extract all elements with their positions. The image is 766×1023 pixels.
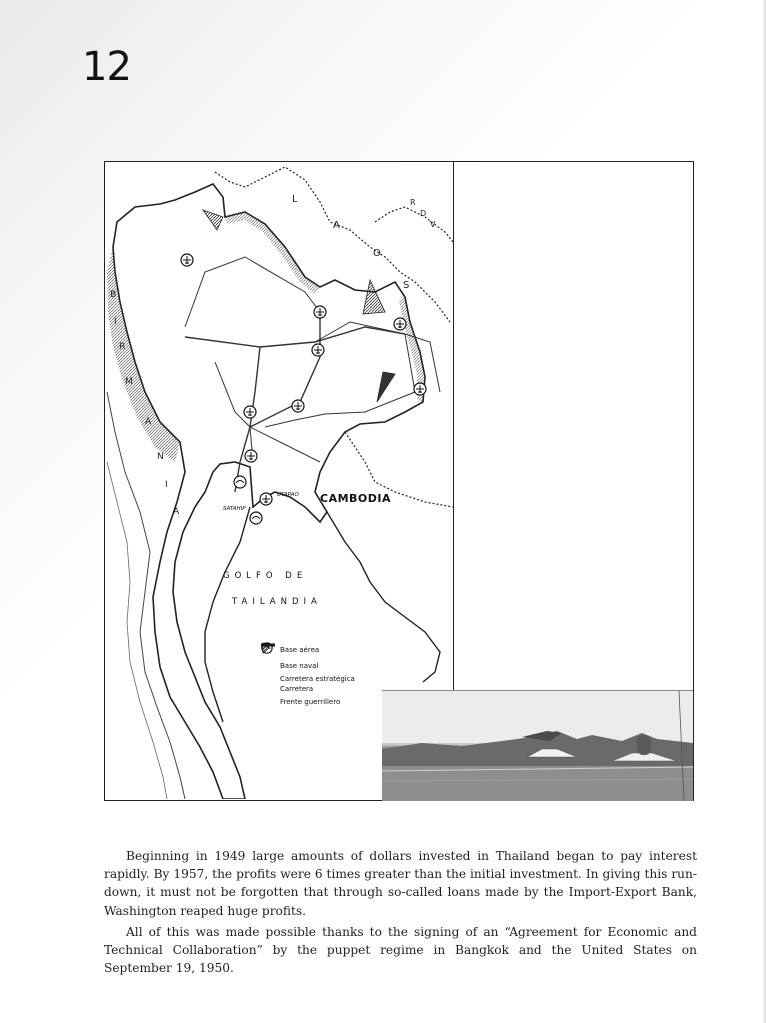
map-letter-birmania-i: I: [114, 317, 117, 327]
guerrilla-front-east: [377, 372, 395, 402]
map-letter-birmania-b: B: [110, 290, 117, 300]
map-letter-laos-l: L: [292, 194, 298, 205]
guerrilla-front-northeast: [363, 280, 385, 314]
legend-strategic-road: [261, 674, 401, 684]
airbase-photo: [382, 690, 693, 801]
legend-air-base: [261, 642, 401, 658]
map-letter-vietnam-d: D: [420, 209, 427, 218]
photo-drawing: [382, 691, 693, 801]
map-letter-laos-a: A: [333, 220, 340, 231]
naval-base-icons: [234, 476, 262, 524]
map-letter-vietnam-v: V: [430, 220, 436, 229]
naval-base-icon: [250, 512, 262, 524]
legend-air-base-label: Base aérea: [280, 646, 320, 654]
label-utapao: UTAPAO: [277, 492, 299, 498]
map-letter-birmania-i2: I: [165, 480, 168, 490]
legend-road-label: Carretera: [280, 685, 314, 693]
label-gulf-line2: TAILANDIA: [232, 597, 322, 607]
air-base-icon: [181, 254, 193, 266]
laos-border-shading: [225, 212, 320, 294]
legend-strategic-road-label: Carretera estratégica: [280, 675, 355, 683]
map-letter-laos-s: S: [403, 280, 410, 291]
air-base-icon: [260, 493, 272, 505]
page-number: 12: [82, 44, 131, 90]
caption-paragraph-1: Beginning in 1949 large amounts of dollars invested in Thailand began to pay interest rapidly. By 1957, the profits were 6 times greater than the initial investment. In giving this run-down, it must not be forgotten that through so-called loans made by the Import-Export Bank, Washington reaped huge profits.: [104, 849, 697, 918]
air-base-icon: [244, 406, 256, 418]
figure: [104, 161, 694, 801]
gulf-west-coast: [205, 507, 250, 722]
caption-paragraph-2: All of this was made possible thanks to the signing of an “Agreement for Economic and Technical Collaboration” by the puppet regime in Bangkok and the United States on September 19, 1950.: [104, 924, 697, 976]
page-edge: [762, 0, 766, 1023]
vietnam-border: [375, 207, 453, 242]
map-letter-vietnam-r: R: [410, 198, 416, 207]
label-sataip: SATAHIP: [223, 506, 246, 512]
map-letter-birmania-m: M: [125, 377, 133, 387]
legend-guerrilla-front-label: Frente guerrillero: [280, 698, 341, 706]
air-base-icon: [312, 344, 324, 356]
laos-border: [215, 167, 450, 322]
legend-guerrilla-front: [261, 694, 401, 710]
label-cambodia: CAMBODIA: [320, 492, 392, 505]
burma-outer-coast-2: [107, 462, 167, 799]
air-base-icon: [245, 450, 257, 462]
map-letter-birmania-n: N: [157, 452, 164, 462]
air-base-icon: [394, 318, 406, 330]
guerrilla-front-north: [203, 210, 223, 230]
air-base-icon: [314, 306, 326, 318]
map-letter-laos-o: O: [373, 248, 381, 259]
burma-coast-shading: [107, 247, 180, 462]
naval-base-icon: [234, 476, 246, 488]
legend-naval-base-label: Base naval: [280, 662, 319, 670]
map-letter-birmania-a2: A: [173, 507, 180, 517]
caption-text: [104, 847, 697, 980]
air-base-icon: [292, 400, 304, 412]
air-base-icon: [414, 383, 426, 395]
map-legend: [261, 642, 401, 710]
map-letter-birmania-a: A: [145, 417, 152, 427]
map-letter-birmania-r: R: [119, 342, 126, 352]
label-gulf-line1: GOLFO DE: [223, 571, 308, 581]
legend-naval-base: [261, 658, 401, 674]
legend-road: [261, 684, 401, 694]
